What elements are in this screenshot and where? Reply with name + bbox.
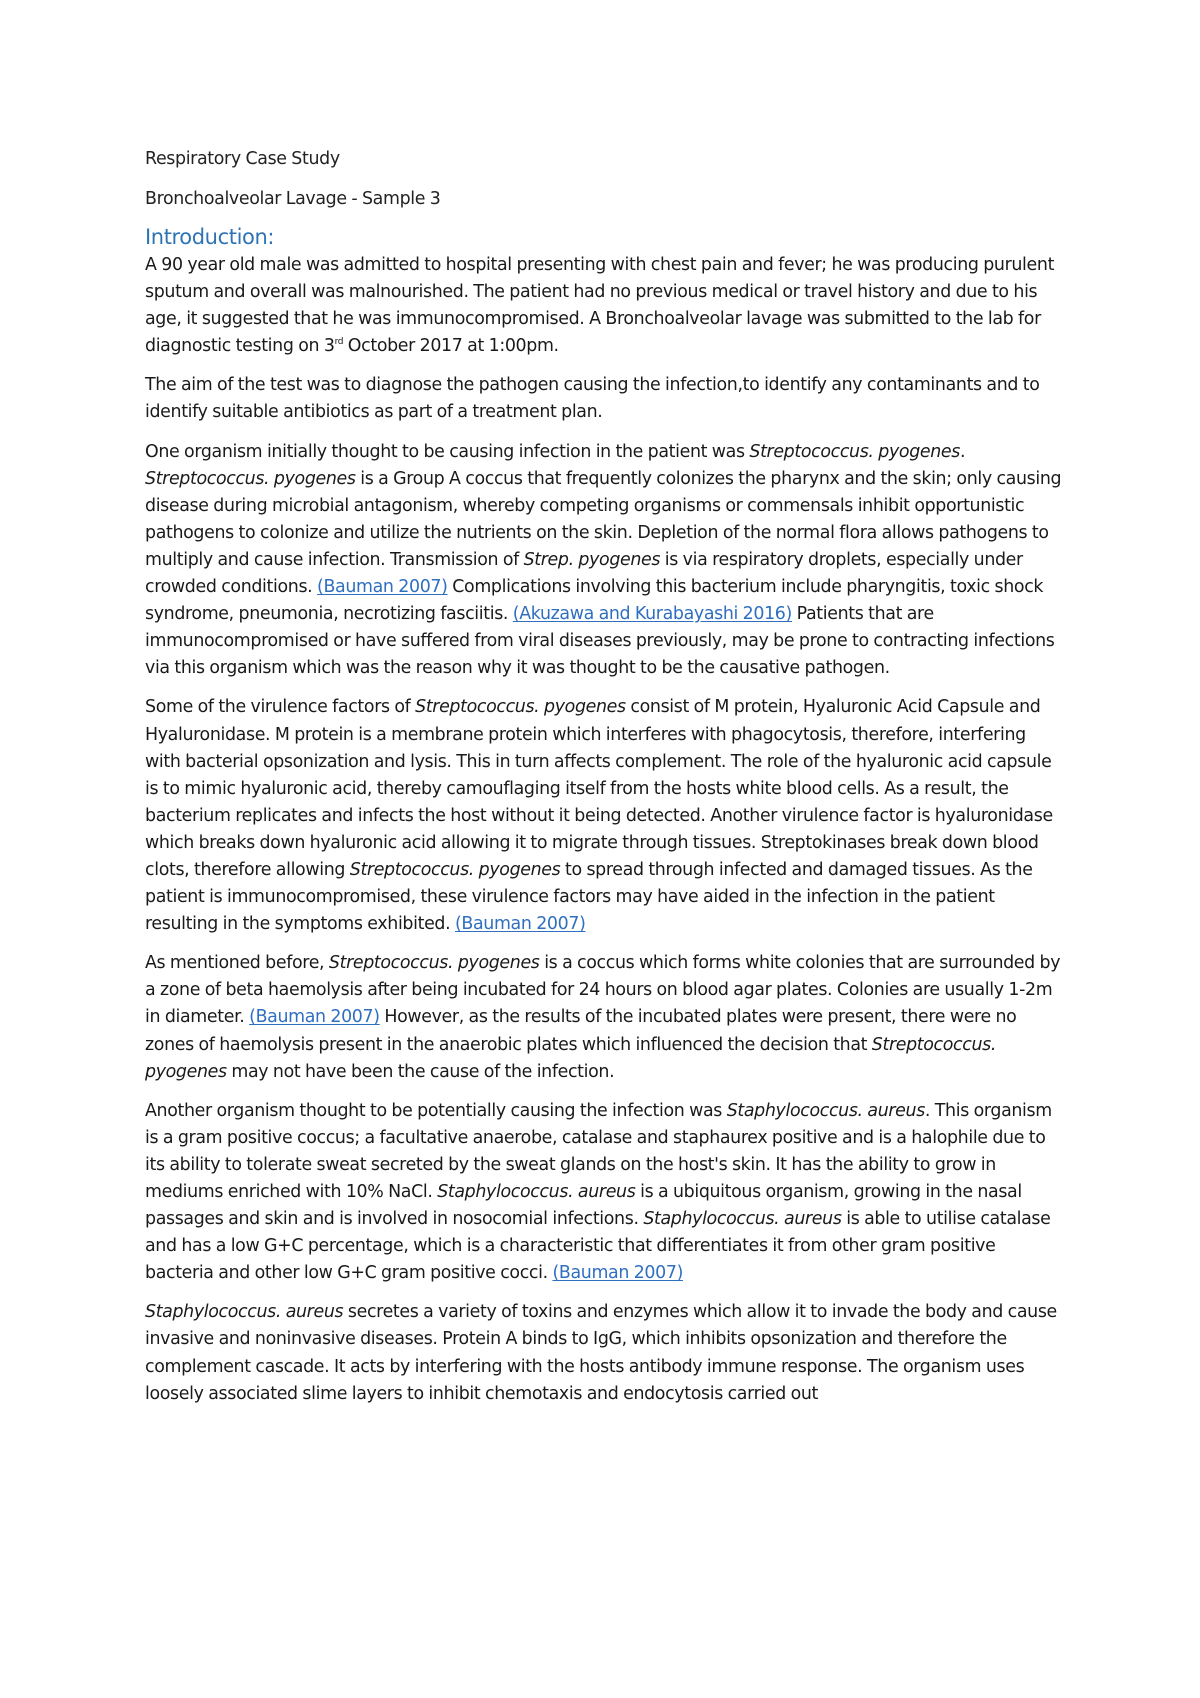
paragraph-staph-aureus-intro: Another organism thought to be potentially causing the infection was Staphylococcus. aureus. This organism is a gram positive coccus; a facultative anaerobe, catalase and staphaurex positive and is a halophile due to its ability to tolerate sweat secreted by the sweat glands on the host's skin. It has the ability to grow in mediums enriched with 10% NaCl. Staphylococcus. aureus is a ubiquitous organism, growing in the nasal passages and skin and is involved in nosocomial infections. Staphylococcus. aureus is able to utilise catalase and has a low G+C percentage, which is a characteristic that differentiates it from other gram positive bacteria and other low G+C gram positive cocci. (Bauman 2007): [145, 1100, 1052, 1284]
paragraph-patient-history: A 90 year old male was admitted to hospital presenting with chest pain and fever; he was producing purulent sputum and overall was malnourished. The patient had no previous medical or travel history and due to his age, it suggested that he was immunocompromised. A Bronchoalveolar lavage was submitted to the lab for diagnostic testing on 3rd October 2017 at 1:00pm.: [145, 255, 1055, 357]
paragraph-test-aim: The aim of the test was to diagnose the pathogen causing the infection,to identify any contaminants and to identify suitable antibiotics as part of a treatment plan.: [145, 375, 1040, 423]
paragraph-virulence-factors: Some of the virulence factors of Streptococcus. pyogenes consist of M protein, Hyaluronic Acid Capsule and Hyaluronidase. M protein is a membrane protein which interferes with phagocytosis, therefore, interfering with bacterial opsonization and lysis. This in turn affects complement. The role of the hyaluronic acid capsule is to mimic hyaluronic acid, thereby camouflaging itself from the hosts white blood cells. As a result, the bacterium replicates and infects the host without it being detected. Another virulence factor is hyaluronidase which breaks down hyaluronic acid allowing it to migrate through tissues. Streptokinases break down blood clots, therefore allowing Streptococcus. pyogenes to spread through infected and damaged tissues. As the patient is immunocompromised, these virulence factors may have aided in the infection in the patient resulting in the symptoms exhibited. (Bauman 2007): [145, 697, 1053, 935]
paragraph-staph-aureus-toxins: Staphylococcus. aureus secretes a variety of toxins and enzymes which allow it to invade the body and cause invasive and noninvasive diseases. Protein A binds to IgG, which inhibits opsonization and therefore the complement cascade. It acts by interfering with the hosts antibody immune response. The organism uses loosely associated slime layers to inhibit chemotaxis and endocytosis carried out: [145, 1302, 1057, 1404]
citation-link-bauman-2007[interactable]: (Bauman 2007): [552, 1263, 684, 1284]
document-title: Respiratory Case Study: [145, 149, 340, 169]
document-body: [145, 146, 1063, 1420]
citation-link-akuzawa-kurabayashi-2016[interactable]: (Akuzawa and Kurabayashi 2016): [512, 604, 792, 625]
paragraph-haemolysis: As mentioned before, Streptococcus. pyogenes is a coccus which forms white colonies that are surrounded by a zone of beta haemolysis after being incubated for 24 hours on blood agar plates. Colonies are usually 1-2m in diameter. (Bauman 2007) However, as the results of the incubated plates were present, there were no zones of haemolysis present in the anaerobic plates which influenced the decision that Streptococcus. pyogenes may not have been the cause of the infection.: [145, 953, 1061, 1082]
section-heading-introduction: Introduction:: [145, 225, 275, 249]
ordinal-suffix: rd: [334, 337, 344, 348]
citation-link-bauman-2007[interactable]: (Bauman 2007): [454, 914, 586, 935]
paragraph-strep-pyogenes-intro: One organism initially thought to be causing infection in the patient was Streptococcus. pyogenes. Streptococcus. pyogenes is a Group A coccus that frequently colonizes the pharynx and the skin; only causing disease during microbial antagonism, whereby competing organisms or commensals inhibit opportunistic pathogens to colonize and utilize the nutrients on the skin. Depletion of the normal flora allows pathogens to multiply and cause infection. Transmission of Strep. pyogenes is via respiratory droplets, especially under crowded conditions. (Bauman 2007) Complications involving this bacterium include pharyngitis, toxic shock syndrome, pneumonia, necrotizing fasciitis. (Akuzawa and Kurabayashi 2016) Patients that are immunocompromised or have suffered from viral diseases previously, may be prone to contracting infections via this organism which was the reason why it was thought to be the causative pathogen.: [145, 441, 1062, 679]
citation-link-bauman-2007[interactable]: (Bauman 2007): [317, 577, 448, 598]
document-subtitle: Bronchoalveolar Lavage - Sample 3: [145, 189, 441, 209]
citation-link-bauman-2007[interactable]: (Bauman 2007): [249, 1007, 380, 1028]
